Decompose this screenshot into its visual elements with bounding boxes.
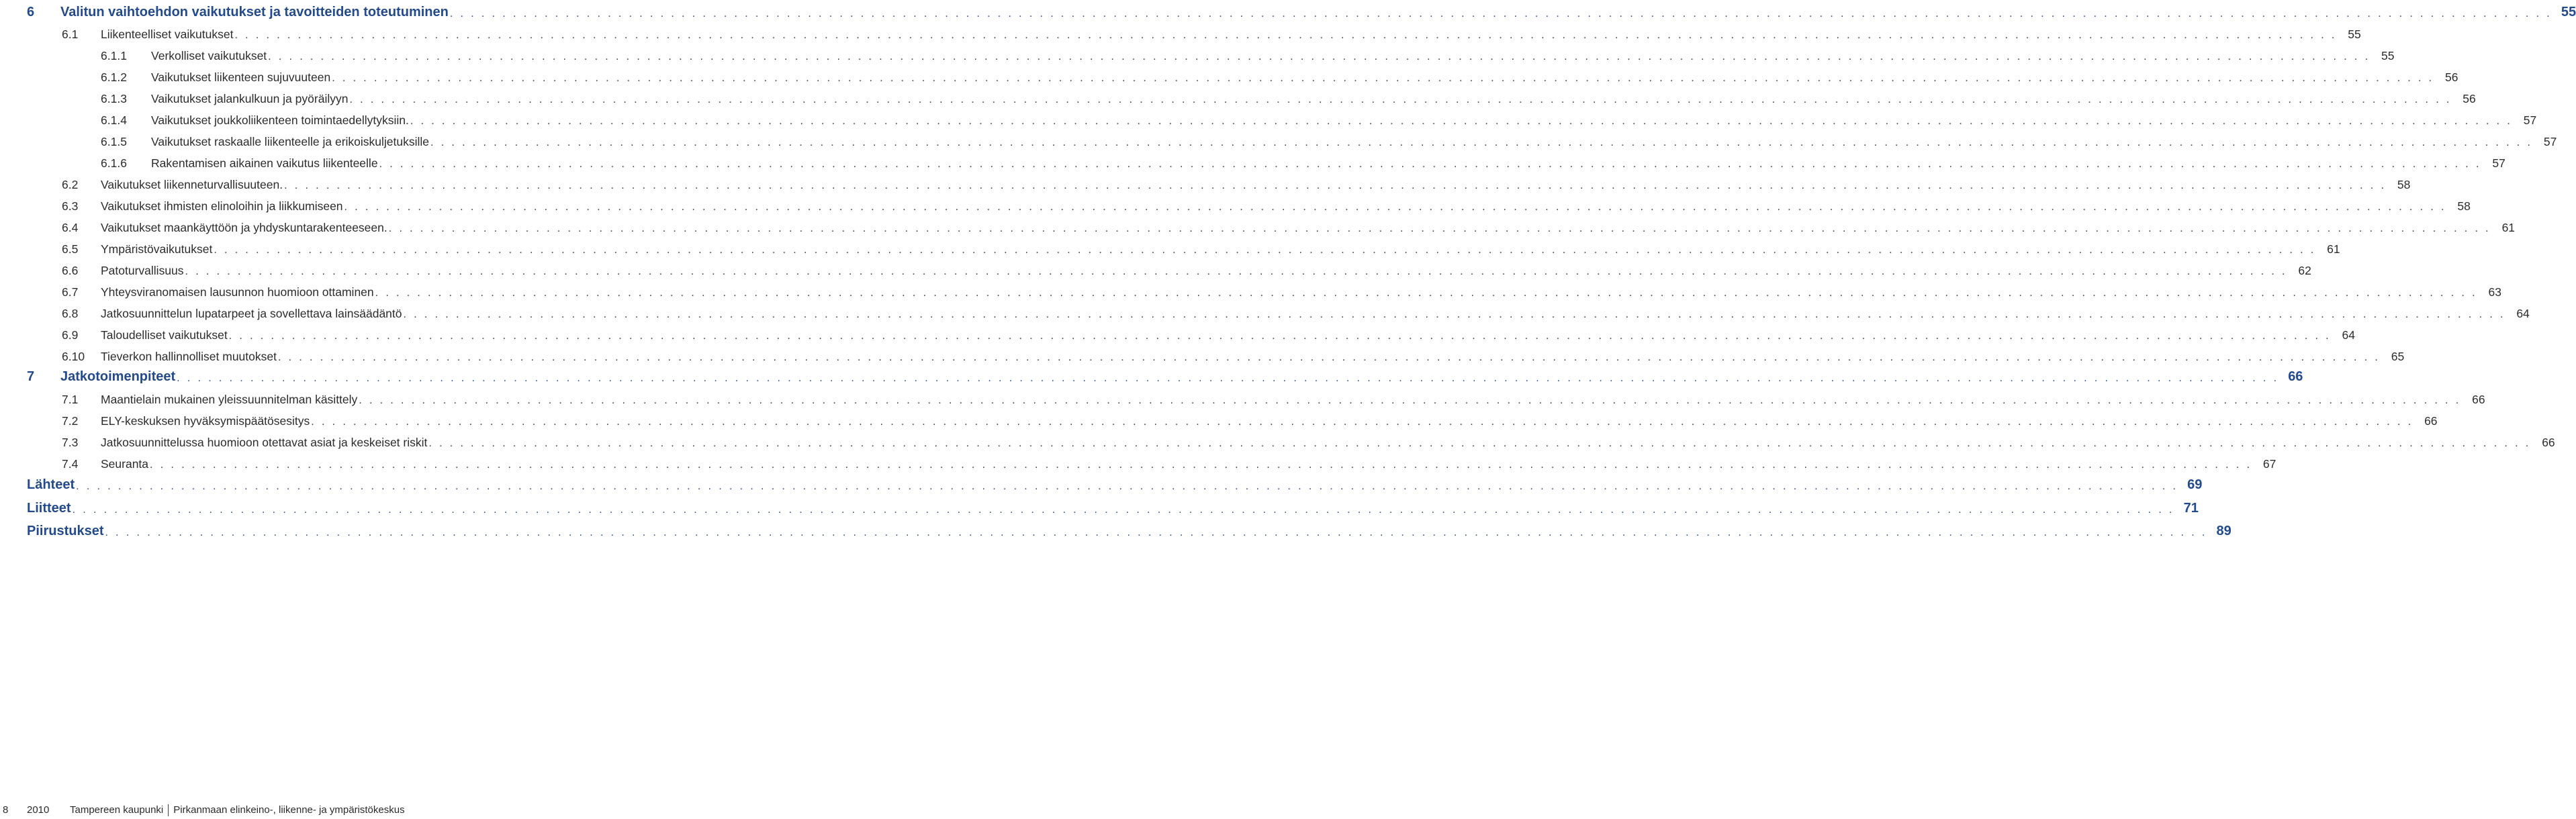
footer-organizations (70, 804, 405, 816)
footer-org-2: Pirkanmaan elinkeino-, liikenne- ja ympäristökeskus (173, 804, 405, 816)
toc-dot-leader: . . . . . . . . . . . . . . . . . . . . . . . . . . . . . . . . . . . . . . . . . . . . . . . . . . . . . . . . . . . . . . . . . . . . . . . . . . . . . . . . . . . . . . . . . . . . . . . . . . . . . . . . . . . . . . . . . . . . . . . . . . . . . . . . . . . . . . . . . . . . . . . . . . . . . . . . . . . . . . . . . . . . . . . . . . . . . . . . . . . . . . . . . . . . . . . . . . . . . . . . (410, 115, 2513, 127)
toc-entry[interactable] (62, 430, 2555, 450)
toc-entry-title: Liikenteelliset vaikutukset (101, 28, 234, 41)
toc-entry-title: Seuranta (101, 457, 149, 471)
toc-entry-page: 63 (2488, 285, 2501, 299)
toc-entry[interactable] (27, 0, 2576, 20)
footer-divider (168, 804, 169, 816)
toc-dot-leader: . . . . . . . . . . . . . . . . . . . . . . . . . . . . . . . . . . . . . . . . . . . . . . . . . . . . . . . . . . . . . . . . . . . . . . . . . . . . . . . . . . . . . . . . . . . . . . . . . . . . . . . . . . . . . . . . . . . . . . . . . . . . . . . . . . . . . . . . . . . . . . . . . . . . . . . . . . . . . . . . . . . . . . . . . . . . . . . . . . . . . . . . . . . . . . . . . . . . . . . . (344, 201, 2446, 213)
toc-dot-leader: . . . . . . . . . . . . . . . . . . . . . . . . . . . . . . . . . . . . . . . . . . . . . . . . . . . . . . . . . . . . . . . . . . . . . . . . . . . . . . . . . . . . . . . . . . . . . . . . . . . . . . . . . . . . . . . . . . . . . . . . . . . . . . . . . . . . . . . . . . . . . . . . . . . . . . . . . . . . . . . . . . . . . . . . . . . . . . . . . . . . . . . . . . . . . . . . . . . . . . . . (359, 395, 2461, 406)
toc-entry[interactable] (27, 473, 2203, 493)
toc-entry-number: 6 (27, 5, 35, 19)
toc-entry-page: 56 (2463, 92, 2476, 105)
toc-entry-title: Vaikutukset joukkoliikenteen toimintaedellytyksiin. (151, 113, 409, 127)
toc-entry[interactable] (62, 408, 2438, 428)
toc-entry-number: 6.10 (62, 350, 85, 363)
toc-entry-title: Rakentamisen aikainen vaikutus liikenteelle (151, 156, 378, 170)
toc-entry-page: 62 (2298, 264, 2311, 277)
toc-entry-page: 55 (2561, 5, 2576, 19)
toc-dot-leader: . . . . . . . . . . . . . . . . . . . . . . . . . . . . . . . . . . . . . . . . . . . . . . . . . . . . . . . . . . . . . . . . . . . . . . . . . . . . . . . . . . . . . . . . . . . . . . . . . . . . . . . . . . . . . . . . . . . . . . . . . . . . . . . . . . . . . . . . . . . . . . . . . . . . . . . . . . . . . . . . . . . . . . . . . . . . . . . . . . . . . . . . . . . . . . . . . . . . . . . . (428, 438, 2531, 449)
toc-dot-leader: . . . . . . . . . . . . . . . . . . . . . . . . . . . . . . . . . . . . . . . . . . . . . . . . . . . . . . . . . . . . . . . . . . . . . . . . . . . . . . . . . . . . . . . . . . . . . . . . . . . . . . . . . . . . . . . . . . . . . . . . . . . . . . . . . . . . . . . . . . . . . . . . . . . . . . . . . . . . . . . . . . . . . . . . . . . . . . . . . . . . . . . . . . . . . . . . . . . . . . . . (403, 309, 2505, 320)
toc-entry-title: Vaikutukset liikenteen sujuvuuteen (151, 70, 331, 84)
toc-entry-title: Vaikutukset raskaalle liikenteelle ja erikoiskuljetuksille (151, 135, 430, 148)
toc-dot-leader: . . . . . . . . . . . . . . . . . . . . . . . . . . . . . . . . . . . . . . . . . . . . . . . . . . . . . . . . . . . . . . . . . . . . . . . . . . . . . . . . . . . . . . . . . . . . . . . . . . . . . . . . . . . . . . . . . . . . . . . . . . . . . . . . . . . . . . . . . . . . . . . . . . . . . . . . . . . . . . . . . . . . . . . . . . . . . . . . . . . . . . . . . . . . . . . . . . . . . . . . (214, 244, 2316, 256)
toc-entry-page: 56 (2445, 70, 2458, 84)
toc-entry-page: 71 (2183, 501, 2199, 516)
toc-entry-title: ELY-keskuksen hyväksymispäätösesitys (101, 414, 310, 428)
toc-entry[interactable] (62, 215, 2516, 235)
toc-entry[interactable] (101, 43, 2395, 63)
toc-entry-page: 66 (2472, 393, 2485, 406)
toc-entry[interactable] (27, 519, 2232, 539)
toc-entry-number: 6.1.6 (101, 156, 127, 170)
toc-entry-page: 57 (2523, 113, 2537, 127)
toc-entry-title: Jatkosuunnittelun lupatarpeet ja sovellettava lainsäädäntö (101, 307, 402, 320)
toc-entry-title: Jatkosuunnittelussa huomioon otettavat asiat ja keskeiset riskit (101, 436, 428, 449)
toc-entry-page: 66 (2542, 436, 2555, 449)
toc-entry[interactable] (62, 301, 2530, 321)
toc-entry[interactable] (62, 193, 2471, 213)
toc-entry-page: 67 (2262, 457, 2276, 471)
toc-entry[interactable] (101, 64, 2458, 85)
toc-dot-leader: . . . . . . . . . . . . . . . . . . . . . . . . . . . . . . . . . . . . . . . . . . . . . . . . . . . . . . . . . . . . . . . . . . . . . . . . . . . . . . . . . . . . . . . . . . . . . . . . . . . . . . . . . . . . . . . . . . . . . . . . . . . . . . . . . . . . . . . . . . . . . . . . . . . . . . . . . . . . . . . . . . . . . . . . . . . . . . . . . . . . . . . . . . . . . . . . . . . . . . . . (150, 459, 2252, 471)
toc-entry-number: 6.1.4 (101, 113, 127, 127)
toc-entry-title: Maantielain mukainen yleissuunnitelman käsittely (101, 393, 358, 406)
toc-dot-leader: . . . . . . . . . . . . . . . . . . . . . . . . . . . . . . . . . . . . . . . . . . . . . . . . . . . . . . . . . . . . . . . . . . . . . . . . . . . . . . . . . . . . . . . . . . . . . . . . . . . . . . . . . . . . . . . . . . . . . . . . . . . . . . . . . . . . . . . . . . . . . . . . . . . . . . . . . . . . . . . . . . . . . . . . . . . . . . . . . . . . . . . . . . . . . . . . . . . . . . . . (228, 330, 2331, 342)
toc-entry-number: 7 (27, 369, 35, 384)
toc-entry[interactable] (27, 365, 2303, 385)
toc-entry[interactable] (62, 344, 2405, 364)
toc-dot-leader: . . . . . . . . . . . . . . . . . . . . . . . . . . . . . . . . . . . . . . . . . . . . . . . . . . . . . . . . . . . . . . . . . . . . . . . . . . . . . . . . . . . . . . . . . . . . . . . . . . . . . . . . . . . . . . . . . . . . . . . . . . . . . . . . . . . . . . . . . . . . . . . . . . . . . . . . . . . . . . . . . . . . . . . . . . . . . . . . . . . . . . . . . . . . . . . . . . . . . . . . (284, 180, 2387, 191)
toc-dot-leader: . . . . . . . . . . . . . . . . . . . . . . . . . . . . . . . . . . . . . . . . . . . . . . . . . . . . . . . . . . . . . . . . . . . . . . . . . . . . . . . . . . . . . . . . . . . . . . . . . . . . . . . . . . . . . . . . . . . . . . . . . . . . . . . . . . . . . . . . . . . . . . . . . . . . . . . . . . . . . . . . . . . . . . . . . . . . . . . . . . . . . . . . . . . . . . . . . . . . . . . . (388, 223, 2491, 234)
toc-entry-number: 6.1.1 (101, 49, 127, 62)
toc-entry-number: 6.5 (62, 242, 79, 256)
toc-entry[interactable] (62, 236, 2340, 256)
toc-entry-page: 57 (2543, 135, 2557, 148)
toc-entry-title: Jatkotoimenpiteet (60, 369, 176, 384)
toc-entry-title: Lähteet (27, 477, 75, 492)
toc-dot-leader: . . . . . . . . . . . . . . . . . . . . . . . . . . . . . . . . . . . . . . . . . . . . . . . . . . . . . . . . . . . . . . . . . . . . . . . . . . . . . . . . . . . . . . . . . . . . . . . . . . . . . . . . . . . . . . . . . . . . . . . . . . . . . . . . . . . . . . . . . . . . . . . . . . . . . . . . . . . . . . . . . . . . . . . . . . . . . . . . . . . . . . . . . . . . . . . . . . . . . . . . (449, 8, 2552, 19)
toc-entry-number: 7.2 (62, 414, 79, 428)
toc-entry-number: 6.1 (62, 28, 79, 41)
page-footer (0, 802, 645, 818)
toc-entry-number: 7.3 (62, 436, 79, 449)
toc-entry-page: 66 (2288, 369, 2303, 384)
toc-entry-page: 58 (2397, 178, 2411, 191)
toc-dot-leader: . . . . . . . . . . . . . . . . . . . . . . . . . . . . . . . . . . . . . . . . . . . . . . . . . . . . . . . . . . . . . . . . . . . . . . . . . . . . . . . . . . . . . . . . . . . . . . . . . . . . . . . . . . . . . . . . . . . . . . . . . . . . . . . . . . . . . . . . . . . . . . . . . . . . . . . . . . . . . . . . . . . . . . . . . . . . . . . . . . . . . . . . . . . . . . . . . . . . . . . . (177, 373, 2279, 384)
toc-dot-leader: . . . . . . . . . . . . . . . . . . . . . . . . . . . . . . . . . . . . . . . . . . . . . . . . . . . . . . . . . . . . . . . . . . . . . . . . . . . . . . . . . . . . . . . . . . . . . . . . . . . . . . . . . . . . . . . . . . . . . . . . . . . . . . . . . . . . . . . . . . . . . . . . . . . . . . . . . . . . . . . . . . . . . . . . . . . . . . . . . . . . . . . . . . . . . . . . . . . . . . . . (76, 481, 2178, 492)
toc-entry-title: Vaikutukset ihmisten elinoloihin ja liikkumiseen (101, 199, 343, 213)
toc-entry-number: 6.1.5 (101, 135, 127, 148)
toc-entry[interactable] (101, 86, 2476, 106)
footer-org-1: Tampereen kaupunki (70, 804, 164, 816)
toc-entry-title: Tieverkon hallinnolliset muutokset (101, 350, 277, 363)
toc-dot-leader: . . . . . . . . . . . . . . . . . . . . . . . . . . . . . . . . . . . . . . . . . . . . . . . . . . . . . . . . . . . . . . . . . . . . . . . . . . . . . . . . . . . . . . . . . . . . . . . . . . . . . . . . . . . . . . . . . . . . . . . . . . . . . . . . . . . . . . . . . . . . . . . . . . . . . . . . . . . . . . . . . . . . . . . . . . . . . . . . . . . . . . . . . . . . . . . . . . . . . . . . (277, 352, 2381, 363)
footer-page-number: 8 (3, 804, 9, 816)
toc-entry[interactable] (62, 279, 2501, 299)
toc-entry-page: 57 (2492, 156, 2505, 170)
toc-dot-leader: . . . . . . . . . . . . . . . . . . . . . . . . . . . . . . . . . . . . . . . . . . . . . . . . . . . . . . . . . . . . . . . . . . . . . . . . . . . . . . . . . . . . . . . . . . . . . . . . . . . . . . . . . . . . . . . . . . . . . . . . . . . . . . . . . . . . . . . . . . . . . . . . . . . . . . . . . . . . . . . . . . . . . . . . . . . . . . . . . . . . . . . . . . . . . . . . . . . . . . . . (72, 504, 2174, 516)
toc-entry-number: 6.4 (62, 221, 79, 234)
toc-dot-leader: . . . . . . . . . . . . . . . . . . . . . . . . . . . . . . . . . . . . . . . . . . . . . . . . . . . . . . . . . . . . . . . . . . . . . . . . . . . . . . . . . . . . . . . . . . . . . . . . . . . . . . . . . . . . . . . . . . . . . . . . . . . . . . . . . . . . . . . . . . . . . . . . . . . . . . . . . . . . . . . . . . . . . . . . . . . . . . . . . . . . . . . . . . . . . . . . . . . . . . . . (185, 266, 2287, 277)
toc-entry-number: 6.8 (62, 307, 79, 320)
toc-entry-page: 61 (2327, 242, 2340, 256)
toc-entry[interactable] (62, 451, 2276, 471)
footer-year: 2010 (27, 804, 50, 816)
toc-entry-page: 65 (2391, 350, 2405, 363)
toc-entry-number: 6.7 (62, 285, 79, 299)
toc-entry-title: Verkolliset vaikutukset (151, 49, 267, 62)
toc-entry-page: 66 (2424, 414, 2438, 428)
toc-entry-page: 69 (2187, 477, 2203, 492)
toc-entry-number: 6.1.3 (101, 92, 127, 105)
toc-entry[interactable] (62, 387, 2485, 407)
toc-entry-title: Yhteysviranomaisen lausunnon huomioon ottaminen (101, 285, 374, 299)
toc-entry-title: Taloudelliset vaikutukset (101, 328, 228, 342)
toc-entry[interactable] (62, 258, 2311, 278)
toc-entry-page: 89 (2216, 524, 2232, 538)
toc-entry-number: 6.2 (62, 178, 79, 191)
toc-entry-page: 64 (2342, 328, 2355, 342)
toc-entry[interactable] (27, 496, 2199, 516)
toc-entry-number: 6.3 (62, 199, 79, 213)
toc-entry-title: Valitun vaihtoehdon vaikutukset ja tavoitteiden toteutuminen (60, 5, 449, 19)
toc-entry-number: 6.9 (62, 328, 79, 342)
toc-dot-leader: . . . . . . . . . . . . . . . . . . . . . . . . . . . . . . . . . . . . . . . . . . . . . . . . . . . . . . . . . . . . . . . . . . . . . . . . . . . . . . . . . . . . . . . . . . . . . . . . . . . . . . . . . . . . . . . . . . . . . . . . . . . . . . . . . . . . . . . . . . . . . . . . . . . . . . . . . . . . . . . . . . . . . . . . . . . . . . . . . . . . . . . . . . . . . . . . . . . . . . . . (332, 73, 2434, 84)
toc-dot-leader: . . . . . . . . . . . . . . . . . . . . . . . . . . . . . . . . . . . . . . . . . . . . . . . . . . . . . . . . . . . . . . . . . . . . . . . . . . . . . . . . . . . . . . . . . . . . . . . . . . . . . . . . . . . . . . . . . . . . . . . . . . . . . . . . . . . . . . . . . . . . . . . . . . . . . . . . . . . . . . . . . . . . . . . . . . . . . . . . . . . . . . . . . . . . . . . . . . . . . . . . (430, 137, 2533, 148)
toc-dot-leader: . . . . . . . . . . . . . . . . . . . . . . . . . . . . . . . . . . . . . . . . . . . . . . . . . . . . . . . . . . . . . . . . . . . . . . . . . . . . . . . . . . . . . . . . . . . . . . . . . . . . . . . . . . . . . . . . . . . . . . . . . . . . . . . . . . . . . . . . . . . . . . . . . . . . . . . . . . . . . . . . . . . . . . . . . . . . . . . . . . . . . . . . . . . . . . . . . . . . . . . . (268, 51, 2371, 62)
toc-entry-number: 6.6 (62, 264, 79, 277)
toc-entry-page: 58 (2457, 199, 2471, 213)
toc-entry-number: 7.1 (62, 393, 79, 406)
toc-dot-leader: . . . . . . . . . . . . . . . . . . . . . . . . . . . . . . . . . . . . . . . . . . . . . . . . . . . . . . . . . . . . . . . . . . . . . . . . . . . . . . . . . . . . . . . . . . . . . . . . . . . . . . . . . . . . . . . . . . . . . . . . . . . . . . . . . . . . . . . . . . . . . . . . . . . . . . . . . . . . . . . . . . . . . . . . . . . . . . . . . . . . . . . . . . . . . . . . . . . . . . . . (379, 158, 2481, 170)
toc-entry-title: Vaikutukset maankäyttöön ja yhdyskuntarakenteeseen. (101, 221, 387, 234)
toc-entry[interactable] (101, 150, 2505, 171)
toc-entry[interactable] (62, 21, 2361, 42)
toc-dot-leader: . . . . . . . . . . . . . . . . . . . . . . . . . . . . . . . . . . . . . . . . . . . . . . . . . . . . . . . . . . . . . . . . . . . . . . . . . . . . . . . . . . . . . . . . . . . . . . . . . . . . . . . . . . . . . . . . . . . . . . . . . . . . . . . . . . . . . . . . . . . . . . . . . . . . . . . . . . . . . . . . . . . . . . . . . . . . . . . . . . . . . . . . . . . . . . . . . . . . . . . . (105, 527, 2207, 538)
toc-entry-title: Piirustukset (27, 524, 104, 538)
toc-entry-page: 55 (2348, 28, 2361, 41)
toc-entry[interactable] (62, 172, 2411, 192)
toc-entry-number: 7.4 (62, 457, 79, 471)
toc-entry-title: Ympäristövaikutukset (101, 242, 213, 256)
toc-entry-title: Vaikutukset jalankulkuun ja pyöräilyyn (151, 92, 349, 105)
toc-entry[interactable] (101, 107, 2537, 128)
toc-dot-leader: . . . . . . . . . . . . . . . . . . . . . . . . . . . . . . . . . . . . . . . . . . . . . . . . . . . . . . . . . . . . . . . . . . . . . . . . . . . . . . . . . . . . . . . . . . . . . . . . . . . . . . . . . . . . . . . . . . . . . . . . . . . . . . . . . . . . . . . . . . . . . . . . . . . . . . . . . . . . . . . . . . . . . . . . . . . . . . . . . . . . . . . . . . . . . . . . . . . . . . . . (375, 287, 2477, 299)
toc-entry[interactable] (62, 322, 2355, 342)
toc-entry-page: 64 (2516, 307, 2530, 320)
toc-entry-number: 6.1.2 (101, 70, 127, 84)
toc-entry-page: 61 (2501, 221, 2516, 234)
toc-entry-title: Patoturvallisuus (101, 264, 184, 277)
toc-entry-page: 55 (2381, 49, 2395, 62)
toc-dot-leader: . . . . . . . . . . . . . . . . . . . . . . . . . . . . . . . . . . . . . . . . . . . . . . . . . . . . . . . . . . . . . . . . . . . . . . . . . . . . . . . . . . . . . . . . . . . . . . . . . . . . . . . . . . . . . . . . . . . . . . . . . . . . . . . . . . . . . . . . . . . . . . . . . . . . . . . . . . . . . . . . . . . . . . . . . . . . . . . . . . . . . . . . . . . . . . . . . . . . . . . . (311, 416, 2413, 428)
toc-entry[interactable] (101, 129, 2557, 149)
toc-dot-leader: . . . . . . . . . . . . . . . . . . . . . . . . . . . . . . . . . . . . . . . . . . . . . . . . . . . . . . . . . . . . . . . . . . . . . . . . . . . . . . . . . . . . . . . . . . . . . . . . . . . . . . . . . . . . . . . . . . . . . . . . . . . . . . . . . . . . . . . . . . . . . . . . . . . . . . . . . . . . . . . . . . . . . . . . . . . . . . . . . . . . . . . . . . . . . . . . . . . . . . . . (349, 94, 2452, 105)
toc-entry-title: Liitteet (27, 501, 71, 516)
toc-dot-leader: . . . . . . . . . . . . . . . . . . . . . . . . . . . . . . . . . . . . . . . . . . . . . . . . . . . . . . . . . . . . . . . . . . . . . . . . . . . . . . . . . . . . . . . . . . . . . . . . . . . . . . . . . . . . . . . . . . . . . . . . . . . . . . . . . . . . . . . . . . . . . . . . . . . . . . . . . . . . . . . . . . . . . . . . . . . . . . . . . . . . . . . . . . . . . . . . . . . . . . . . (234, 30, 2337, 41)
toc-entry-title: Vaikutukset liikenneturvallisuuteen. (101, 178, 283, 191)
